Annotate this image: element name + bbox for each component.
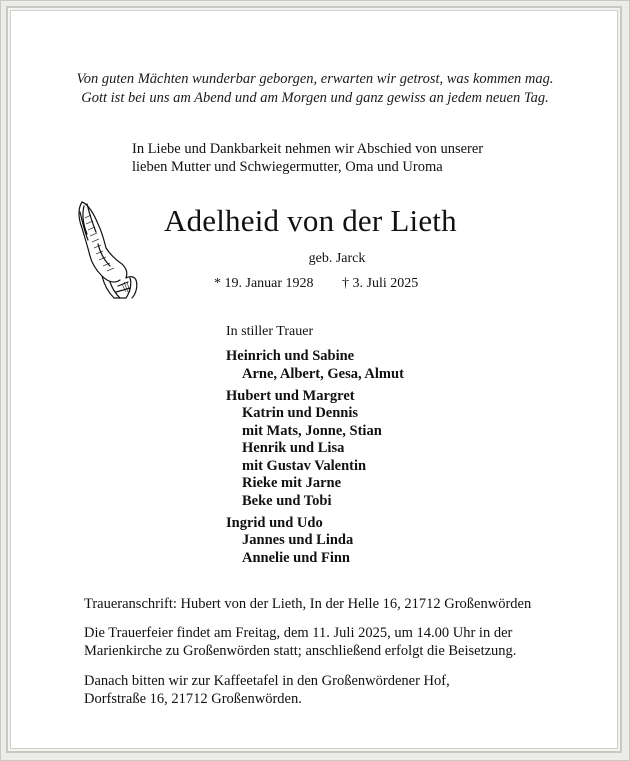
service-line-1: Die Trauerfeier findet am Freitag, dem 11. Juli 2025, um 14.00 Uhr in der	[84, 625, 513, 641]
intro-line-1: In Liebe und Dankbarkeit nehmen wir Abschied von unserer	[132, 141, 484, 157]
deceased-name: Adelheid von der Lieth	[164, 203, 457, 238]
family-member: Beke und Tobi	[242, 493, 332, 509]
mourning-heading: In stiller Trauer	[226, 324, 314, 339]
death-date: † 3. Juli 2025	[342, 276, 419, 291]
family-member: Katrin und Dennis	[242, 405, 359, 421]
family-member: Hubert und Margret	[226, 388, 355, 404]
reception-line-2: Dorfstraße 16, 21712 Großenwörden.	[84, 691, 302, 707]
motto-line-2: Gott ist bei uns am Abend und am Morgen und ganz gewiss an jedem neuen Tag.	[81, 90, 549, 106]
birth-date: * 19. Januar 1928	[214, 276, 314, 291]
family-member: Heinrich und Sabine	[226, 348, 355, 364]
maiden-name: geb. Jarck	[308, 251, 366, 266]
family-member: Ingrid und Udo	[226, 515, 323, 531]
family-member: Arne, Albert, Gesa, Almut	[242, 366, 404, 382]
family-member: Henrik und Lisa	[242, 440, 345, 456]
intro-line-2: lieben Mutter und Schwiegermutter, Oma und Uroma	[132, 159, 443, 175]
family-member: mit Gustav Valentin	[242, 458, 367, 474]
family-member: Rieke mit Jarne	[242, 475, 342, 491]
service-line-2: Marienkirche zu Großenwörden statt; anschließend erfolgt die Beisetzung.	[84, 643, 517, 659]
motto-line-1: Von guten Mächten wunderbar geborgen, erwarten wir getrost, was kommen mag.	[76, 71, 554, 87]
mourning-address: Traueranschrift: Hubert von der Lieth, In der Helle 16, 21712 Großenwörden	[84, 596, 532, 612]
family-member: mit Mats, Jonne, Stian	[242, 423, 382, 439]
family-member: Annelie und Finn	[242, 550, 350, 566]
family-member: Jannes und Linda	[242, 532, 354, 548]
reception-line-1: Danach bitten wir zur Kaffeetafel in den Großenwördener Hof,	[84, 673, 450, 689]
